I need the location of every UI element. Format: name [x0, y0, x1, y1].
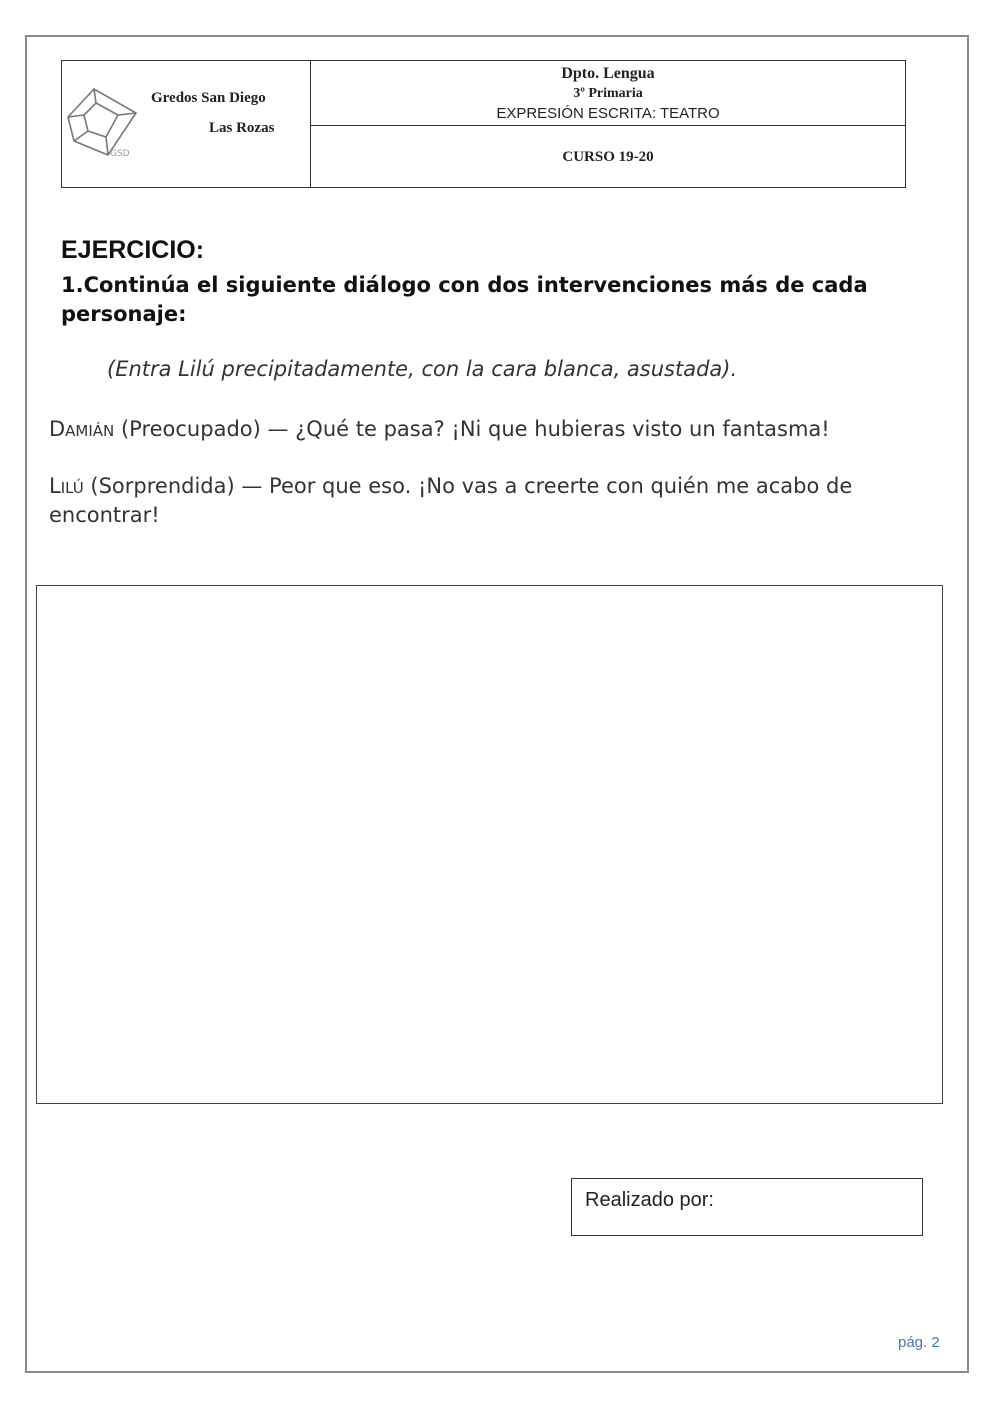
answer-writing-box[interactable] [36, 585, 943, 1104]
page-number: pág. 2 [898, 1334, 940, 1351]
grade-label: 3º Primaria [573, 86, 643, 101]
school-city: Las Rozas [209, 120, 275, 136]
school-logo-icon [62, 85, 140, 157]
header-table [61, 60, 906, 188]
exercise-instruction: 1.Continúa el siguiente diálogo con dos intervenciones más de cada personaje: [61, 273, 868, 326]
subject-label: EXPRESIÓN ESCRITA: TEATRO [496, 105, 720, 122]
dialogue-text: (Preocupado) — ¿Qué te pasa? ¡Ni que hubieras visto un fantasma! [114, 417, 830, 441]
exercise-title: EJERCICIO: [61, 236, 205, 264]
department-label: Dpto. Lengua [561, 65, 655, 82]
stage-direction: (Entra Lilú precipitadamente, con la cara blanca, asustada). [107, 357, 738, 381]
header-department-cell [311, 61, 905, 126]
character-name: Damián [49, 417, 115, 441]
logo-text: GSD [110, 149, 130, 157]
signature-box[interactable] [571, 1178, 923, 1236]
signature-label: Realizado por: [585, 1189, 714, 1211]
header-school-cell [62, 61, 311, 187]
character-name: Lilú [49, 474, 84, 498]
school-name: Gredos San Diego [151, 90, 266, 106]
dialogue-line-damian [49, 415, 949, 444]
dialogue-line-lilu [49, 472, 949, 530]
course-label: CURSO 19-20 [562, 149, 654, 165]
dialogue-text: (Sorprendida) — Peor que eso. ¡No vas a creerte con quién me acabo de encontrar! [49, 474, 853, 527]
